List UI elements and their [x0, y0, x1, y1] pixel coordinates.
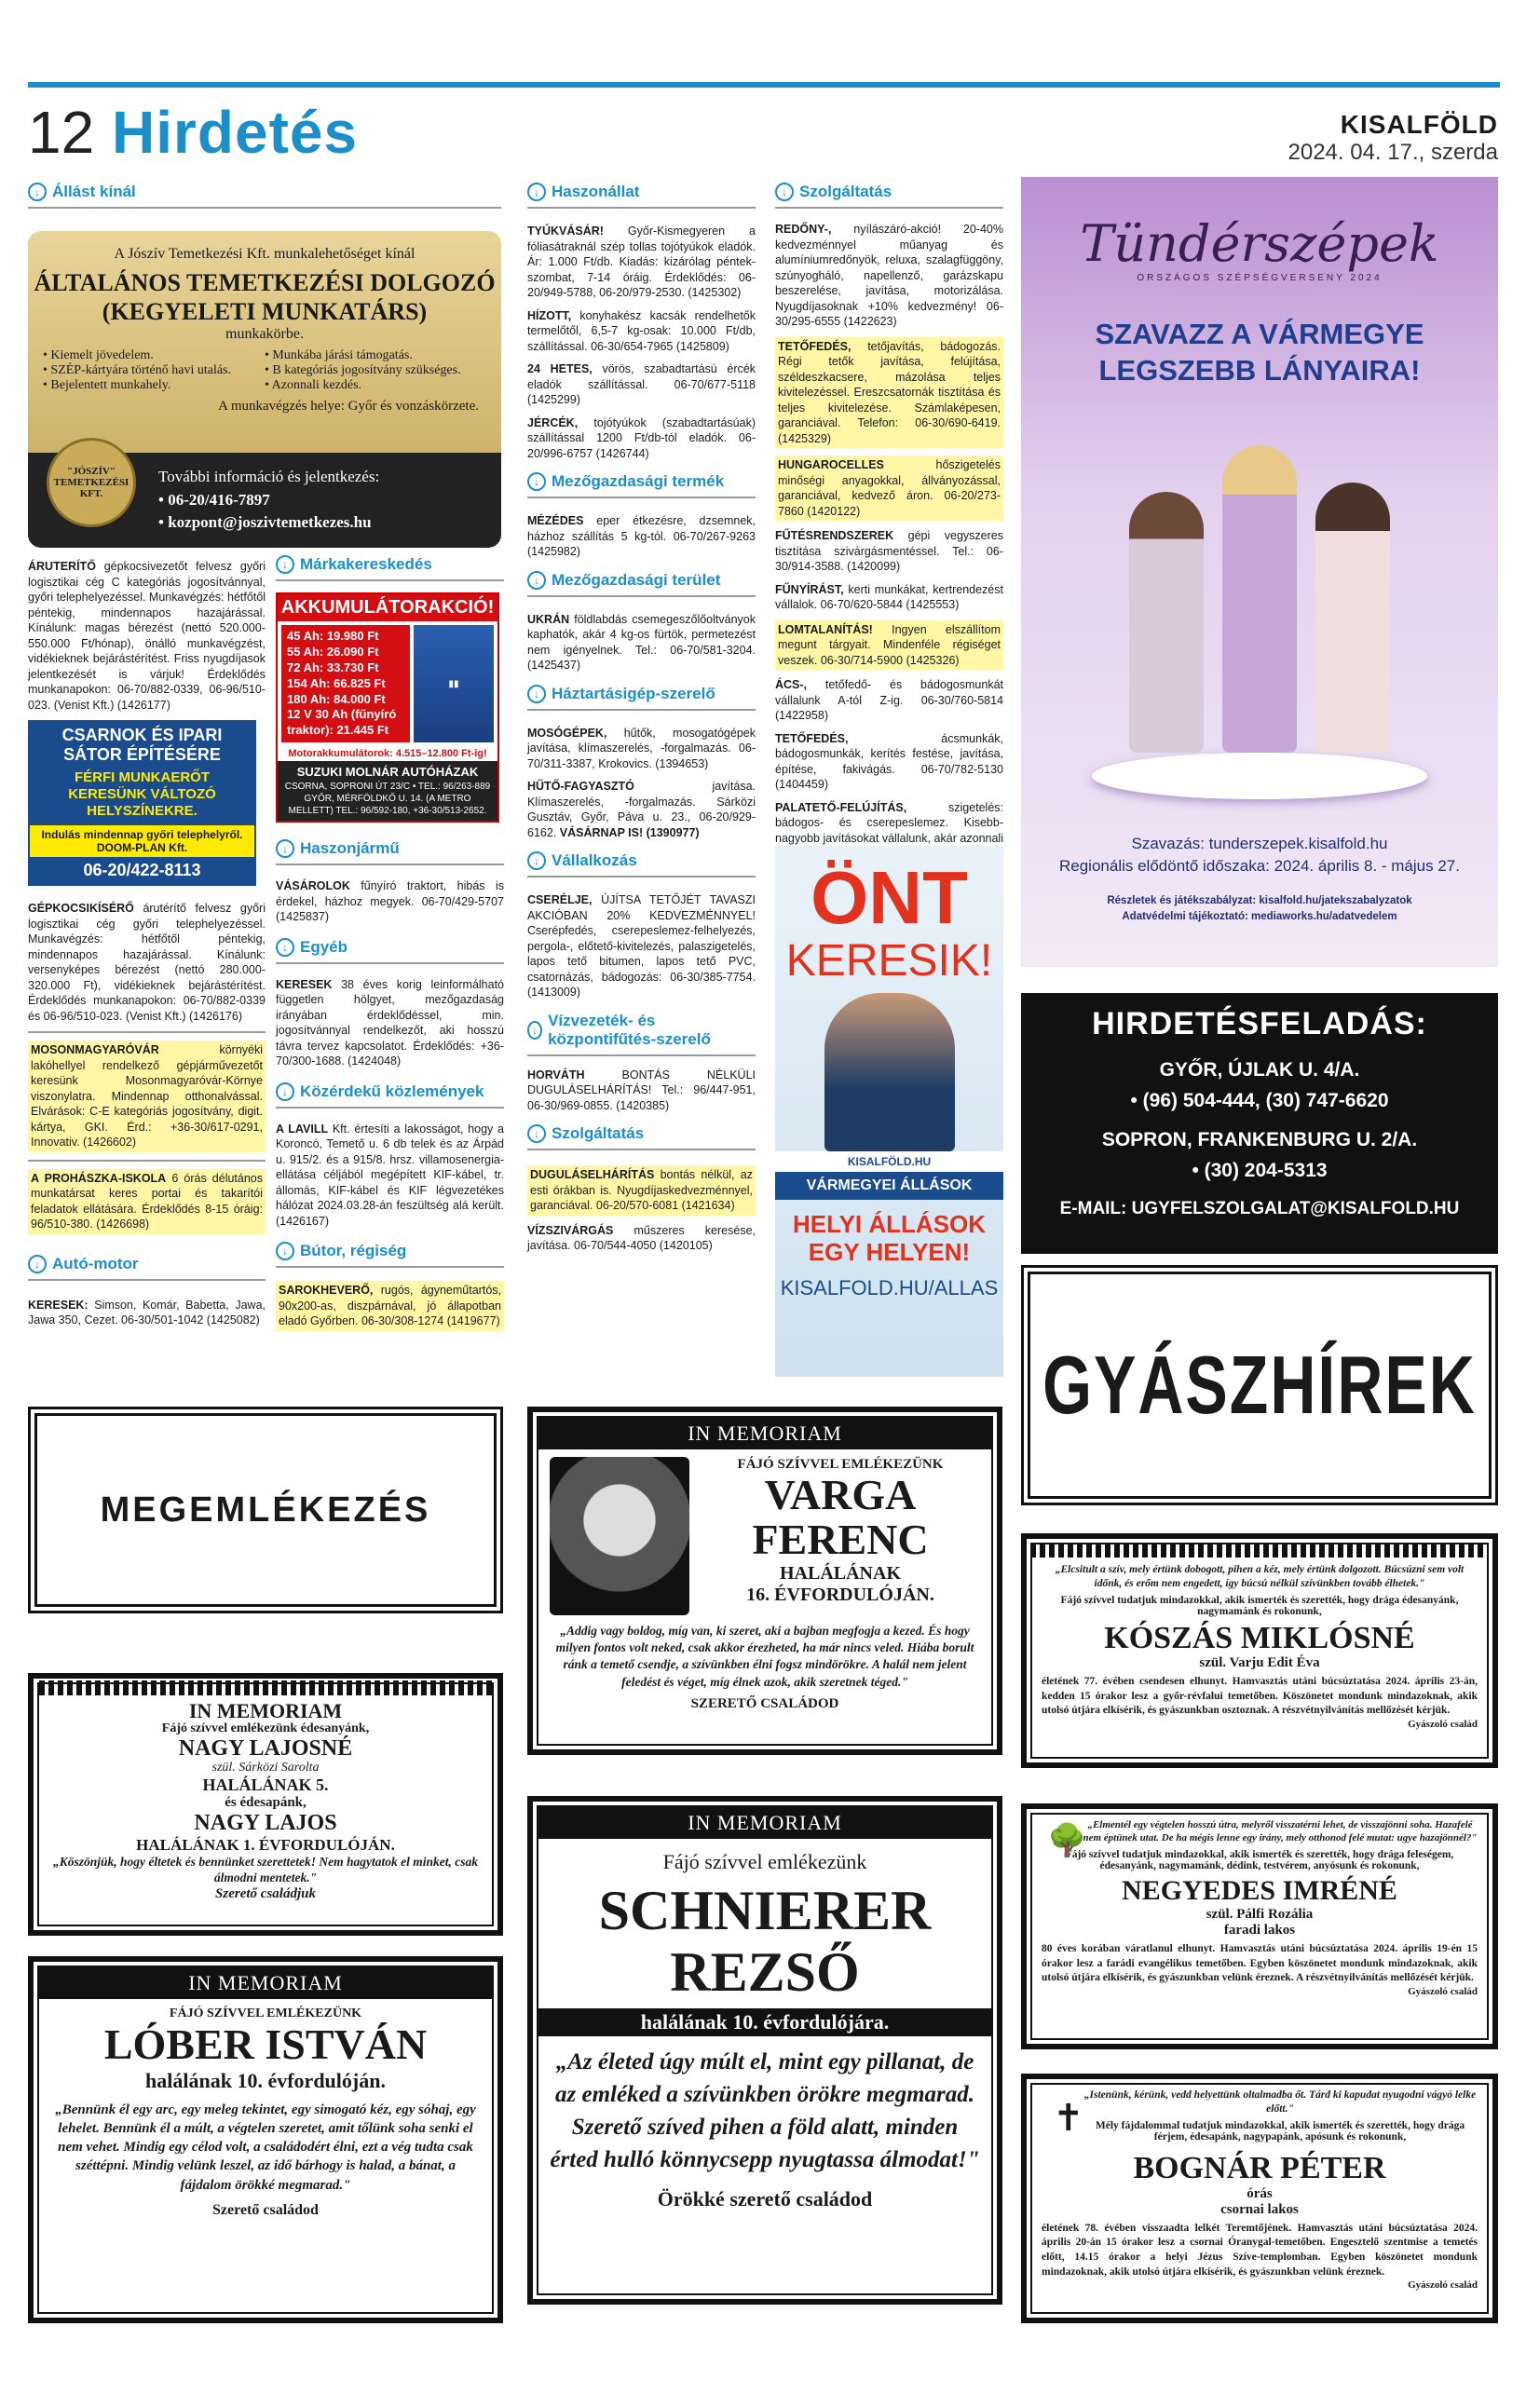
- ad-acs: ÁCS-, tetőfedő- és bádogosmunkát vállalunk A-tól Z-ig. 06-30/760-5814 (1422958): [775, 678, 1003, 722]
- obit-quote: „Bennünk él egy arc, egy meleg tekintet, egy simogató kéz, egy sóhaj, egy lehelet. Bennünk él a múlt, a végtelen szeretet, amit tőlünk soha senki el nem vehet. Mindig egy célod volt, a családodért élni, ezt a vég tudta csak széttépni. Mindig velünk leszel, az idő bárhogy is halad, a bánat, a fájdalom örökké megmarad.": [55, 2102, 476, 2193]
- csarnok-ad: [28, 720, 256, 886]
- arrow-down-icon: ↓: [527, 685, 546, 703]
- obit-quote: „Köszönjük, hogy éltetek és bennünket szerettetek! Nem hagytatok el minket, csak álmodni mentetek.": [53, 1854, 478, 1884]
- megemlekezes-header: [28, 1407, 503, 1613]
- tunderszepek-ad: [1021, 177, 1498, 967]
- obit-banner: IN MEMORIAM: [538, 1418, 991, 1449]
- ad-teto: TETŐFEDÉS, tetőjavítás, bádogozás. Régi tetők javítása, felújítása, széldeszkacsere, mázolása teljes kivitelezéssel. Ereszcsatornák tisztítása és teljes kivitelezése. Számlaképesen, garanciával. Telefon: 06-30/690-6419. (1425329): [775, 337, 1003, 449]
- obit-text: életének 78. évében visszaadta lelkét Teremtőjének. Hamvasztás utáni búcsúztatása 2024. április 20-án 15 órakor lesz a csornai Óranygal-temetőben. Engesztelő szentmise a temetés előtt, 14.15 órakor a helyi Jézus Szíve-templomban. Egyben köszönetet mondunk mindazoknak, akik utolsó útjára elkísérik, és gyászunkban velünk éreznek.: [1042, 2222, 1478, 2278]
- obit-line: 16. ÉVFORDULÓJÁN.: [746, 1584, 934, 1605]
- jozsiv-line1: A Jószív Temetkezési Kft. munkalehetőséget kínál: [114, 246, 416, 262]
- benefit: • Munkába járási támogatás.: [265, 348, 413, 363]
- ad-gepkocsi: GÉPKOCSIKÍSÉRŐ árutérítő felvesz győri logisztikai cég győri telephelyezéssel. Munkavégzés: hétfőtől péntekig, mindennapos hazajárással. Kínálunk: versenyképes bérezést (nettó 280.000-320.000 Ft), vidékieknek bejárástérítést. Érdeklődés munkanapokon: 06-70/882-0339 és 06-96/510-023. (Venist Kft.) (1426176): [28, 902, 266, 1023]
- benefit: • Azonnali kezdés.: [265, 378, 362, 393]
- ad-dugulas: DUGULÁSELHÁRÍTÁS bontás nélkül, az esti órákban is. Nyugdíjaskedvezménnyel, garanciával. 06-20/570-6081 (1421634): [527, 1165, 756, 1216]
- obit-name: KÓSZÁS MIKLÓSNÉ: [1104, 1620, 1415, 1655]
- jozsiv-contact: [158, 466, 379, 535]
- person-icon: [1222, 445, 1297, 753]
- obit-intro: Fájó szívvel tudatjuk mindazokkal, akik ismerték és szerették, hogy drága feleségem, édesanyánk, nagymamánk, dédink, testvérem, anyósunk és rokonunk,: [1065, 1848, 1454, 1871]
- obit-line: HALÁLÁNAK 1. ÉVFORDULÓJÁN.: [136, 1835, 395, 1854]
- obit-quote: „Addig vagy boldog, míg van, ki szeret, aki a bajban megfogja a kezed. És hogy milyen fontos volt neked, csak akkor érezheted, ha már nincs veled. Hiába borult ránk a temető csendje, a szívünkben élni fogsz mindörökre. A halál nem jelent feledést és véget, míg élnek azok, akik szeretnek téged.": [555, 1624, 974, 1689]
- ad-ukran: UKRÁN földlabdás csemegeszőlőoltványok kaphatók, akár 4 kg-os fürtök, permetezést nem igényelnek. Tel.: 06-70/581-3204. (1425437): [527, 612, 756, 672]
- obit-banner: IN MEMORIAM: [538, 1807, 991, 1839]
- ont-c: VÁRMEGYEI ÁLLÁSOK: [775, 1172, 1003, 1200]
- ad-palat: PALATETŐ-FELÚJÍTÁS, szigetelés: bádogos- és cserepeslemez. Kisebb-nagyobb javításokat vállalunk, akár azonnali: [775, 800, 1003, 845]
- ont-e: KISALFOLD.HU/ALLAS: [780, 1275, 999, 1299]
- arrow-down-icon: ↓: [276, 938, 294, 957]
- obit-banner: IN MEMORIAM: [188, 1699, 343, 1722]
- category-haszon: ↓ Haszonjármű: [276, 836, 504, 865]
- akku-ad: [276, 592, 499, 823]
- arrow-down-icon: ↓: [276, 555, 294, 574]
- obit-signature: SZERETŐ CSALÁDOD: [690, 1695, 839, 1711]
- ad-aruterito: ÁRUTERÍTŐ gépkocsivezetőt felvesz győri logisztikai cég C kategóriás jogosítvánnyal, győri telephelyezéssel. Munkavégzés: hétfőtől péntekig, mindennapos hazajárással. Kínálunk: magas bérezést (nettó 520.000-550.000 Ft/hónap), önálló munkavégzést, vidékieknek bejárástérítést. Friss nyugdíjasok jelentkezését is várjuk! Érdeklődés munkanapokon: 06-70/882-0339, 06-96/510-023. (Venist Kft.) (1426177): [28, 560, 266, 712]
- obit-banner: IN MEMORIAM: [39, 1967, 492, 1999]
- category-haztartas: ↓ Háztartásigép-szerelő: [527, 681, 756, 711]
- obit-szul: szül. Sárközi Sarolta: [211, 1761, 320, 1775]
- ornament-border: [39, 1680, 492, 1695]
- obit-text: életének 77. évében csendesen elhunyt. Hamvasztás utáni búcsúztatása 2024. április 23-án, kedden 15 órakor lesz a győr-révfalui temetőben. Köszönetet mondunk mindazoknak, akik utolsó útjára elkísérik, és gyászunkban osztoznak. A részvétnyilvánítás mellőzését kérjük.: [1042, 1676, 1478, 1717]
- ad-moso: MOSÓGÉPEK, hűtők, mosogatógépek javítása, klímaszerelés, -forgalmazás. 06-70/311-3387, Krokovics. (1394653): [527, 726, 756, 770]
- jozsiv-email: • kozpont@joszivtemetkezes.hu: [158, 513, 372, 532]
- ad-futes: FŰTÉSRENDSZEREK gépi vegyszeres tisztítása szivárgásmentéssel. Tel.: 06-30/914-3588. (1420099): [775, 529, 1003, 573]
- obit-bognar: [1021, 2074, 1498, 2323]
- category-viz: ↓ Vízvezeték- és központifűtés-szerelő: [527, 1008, 756, 1056]
- ad-jercek: JÉRCÉK, tojótyúkok (szabadtartásúak) szállítással 1200 Ft/db-tól eladók. 06-20/996-6757 (1426744): [527, 415, 756, 460]
- arrow-down-icon: ↓: [276, 1082, 294, 1101]
- obit-signature: Szerető családod: [212, 2201, 319, 2218]
- feladas-title: HIRDETÉSFELADÁS:: [1092, 1006, 1427, 1041]
- jozsiv-logo: "JÓSZÍV" TEMETKEZÉSI KFT.: [47, 438, 136, 527]
- tunder-headline: SZAVAZZ A VÁRMEGYE LEGSZEBB LÁNYAIRA!: [1095, 318, 1424, 387]
- obit-varga: [527, 1407, 1002, 1755]
- obit-signature: Gyászoló család: [1408, 1985, 1478, 1997]
- arrow-down-icon: ↓: [527, 851, 546, 870]
- ad-prohaszka: A PROHÁSZKA-ISKOLA 6 órás délutános munkatársat keres portai és takarítói feladatok ellátására. Érdeklődés 8-15 óráig: 96/510-380. (1426698): [28, 1169, 266, 1234]
- masthead: [1288, 110, 1499, 166]
- category-vallalkozas: ↓ Vállalkozás: [527, 848, 756, 877]
- column-4: [775, 179, 1003, 869]
- tunder-vote2: Regionális elődöntő időszaka: 2024. április 8. - május 27.: [1059, 857, 1460, 876]
- category-mezo-terulet: ↓ Mezőgazdasági terület: [527, 567, 756, 597]
- person-icon: [1129, 492, 1204, 753]
- obit-name: BOGNÁR PÉTER: [1133, 2150, 1386, 2185]
- obit-quote: „Elmentél egy végtelen hosszú útra, melyről visszatérni lehet, de visszajönni soha. Hazafelé nem éptünek utat. De ha mégis lenne egy irány, mely otthonod felé mutat: ugye hazajönnél?": [1083, 1819, 1478, 1844]
- ad-hungaro: HUNGAROCELLES hőszigetelés minőségi anyagokkal, állványozással, garanciával, kedvező áron. 06-20/273-7860 (1420122): [775, 456, 1003, 521]
- ad-cserelje: CSERÉLJE, ÚJÍTSA TETŐJÉT TAVASZI AKCIÓBAN 20% KEDVEZMÉNNYEL! Cserépfedés, cserepeslemez-felhelyezés, pergola-, előtető-kivitelezés, palaszigetelés, lapos tető bitumen, lapos tető PVC, csatornázás, bádogozás: 06-30/385-7754. (1413009): [527, 893, 756, 999]
- contestants-image: [1092, 417, 1427, 753]
- divider: [28, 1031, 266, 1033]
- ad-huto: HŰTŐ-FAGYASZTÓ javítása. Klímaszerelés, -forgalmazás. Sárközi Gusztáv, Győr, Páva u. 23., 06-20/929-6162. VÁSÁRNAP IS! (1390977): [527, 780, 756, 839]
- obit-signature: Gyászoló család: [1408, 1718, 1478, 1730]
- csarnok-a: CSARNOK ÉS IPARI SÁTOR ÉPÍTÉSÉRE: [30, 722, 254, 768]
- feladas-l2: • (96) 504-444, (30) 747-6620: [1130, 1089, 1389, 1111]
- arrow-down-icon: ↓: [527, 472, 546, 491]
- category-egyeb: ↓ Egyéb: [276, 934, 504, 964]
- column-1-lower: [28, 551, 266, 1336]
- arrow-down-icon: ↓: [276, 839, 294, 858]
- benefit: • B kategóriás jogosítvány szükséges.: [265, 363, 461, 378]
- obit-negyedes: [1021, 1803, 1498, 2049]
- tunder-small: [1021, 893, 1498, 926]
- column-2: [276, 551, 504, 1339]
- ont-d: HELYI ÁLLÁSOK EGY HELYEN!: [792, 1210, 987, 1266]
- ornament-border: [1030, 1543, 1489, 1558]
- issue-date: 2024. 04. 17., szerda: [1288, 140, 1498, 165]
- ad-tyuk: TYÚKVÁSÁR! Győr-Kismegyeren a fóliasátraknál szép tollas tojótyúkok eladók. Ár: 1.000 Ft/db. Kiadás: kizárólag péntek-szombat, 7-14 óráig. Érdeklődés: 06-20/949-5788, 06-20/979-2530. (1425302): [527, 224, 756, 299]
- category-automotor: ↓ Autó-motor: [28, 1251, 266, 1281]
- binoculars-man-icon: [824, 993, 955, 1151]
- stage: [1092, 753, 1427, 799]
- arrow-down-icon: ↓: [276, 1242, 294, 1260]
- ont-a: ÖNT: [811, 856, 968, 939]
- obit-name: LÓBER ISTVÁN: [103, 2020, 428, 2068]
- akku-moto: Motorakkumulátorok: 4.515–12.800 Ft-ig!: [288, 748, 487, 760]
- obit-line: órás: [1247, 2185, 1273, 2201]
- cross-icon: ✝: [1053, 2097, 1084, 2139]
- ad-vizszint: VÍZSZIVÁRGÁS műszeres keresése, javítása. 06-70/544-4050 (1420105): [527, 1223, 756, 1252]
- obit-signature: Örökké szerető családod: [657, 2187, 873, 2211]
- category-allast: ↓ Állást kínál: [28, 179, 501, 209]
- obit-quote: „Az életed úgy múlt el, mint egy pillanat, de az emléked a szívünkben örökre megmarad. Szerető szíved pihen a föld alatt, minden érted hulló könnycsepp nyugtassa álmodat!": [550, 2049, 980, 2172]
- obit-place: faradi lakos: [1223, 1923, 1296, 1939]
- page-number: 12: [28, 99, 95, 166]
- price-row: 180 Ah: 84.000 Ft: [287, 691, 386, 706]
- arrow-down-icon: ↓: [527, 1021, 542, 1040]
- csarnok-phone: 06-20/422-8113: [30, 857, 254, 884]
- feladas-l3: SOPRON, FRANKENBURG U. 2/A.: [1101, 1129, 1418, 1151]
- person-icon: [1315, 483, 1390, 753]
- obit-line: HALÁLÁNAK 5.: [202, 1775, 329, 1795]
- price-row: 12 V 30 Ah (fűnyíró traktor): 21.445 Ft: [287, 707, 397, 738]
- divider: [28, 1160, 266, 1162]
- ad-vasarolok: VÁSÁROLOK fűnyíró traktort, hibás is érdekel, házhoz megyek. 06-70/429-5707 (1425837): [276, 879, 504, 924]
- price-row: 72 Ah: 33.730 Ft: [287, 660, 379, 674]
- benefit: • Kiemelt jövedelem.: [43, 348, 154, 363]
- category-szolg: ↓ Szolgáltatás: [775, 179, 1003, 209]
- obit-schnierer: [527, 1796, 1002, 2305]
- obit-intro: Fájó szívvel emlékezünk: [662, 1850, 867, 1873]
- category-szolg2: ↓ Szolgáltatás: [527, 1121, 756, 1150]
- obit-nagy: [28, 1673, 503, 1936]
- ad-redony: REDŐNY-, nyílászáró-akció! 20-40% kedvezménnyel műanyag és alumíniumredőnyök, reluxa, szalagfüggöny, szúnyogháló, napellenző, garázskapu beszerelése, javítása, motorizálása. Nyugdíjasoknak +10% kedvezmény! 06-30/295-6555 (1422623): [775, 223, 1003, 328]
- feladas-l4: • (30) 204-5313: [1192, 1159, 1328, 1181]
- obit-name: FERENC: [752, 1516, 929, 1564]
- ad-keresek: KERESEK: Simson, Komár, Babetta, Jawa, Jawa 350, Cezet. 06-30/501-1042 (1425082): [28, 1298, 266, 1327]
- price-row: 45 Ah: 19.980 Ft: [287, 629, 379, 643]
- obit-koszas: [1021, 1533, 1498, 1768]
- category-mezo-termek: ↓ Mezőgazdasági termék: [527, 469, 756, 498]
- top-rule: [28, 82, 1500, 88]
- tunder-logo: Tündérszépek: [1080, 214, 1439, 273]
- jozsiv-benefits: [28, 343, 501, 399]
- jozsiv-line3: munkakörbe.: [225, 326, 304, 343]
- jozsiv-ad: [28, 231, 501, 548]
- akku-foot3: GYŐR, MÉRFÖLDKŐ U. 14. (A METRO MELLETT) TEL.: 96/592-180, +36-30/513-2652.: [288, 794, 487, 817]
- obit-line: HALÁLÁNAK: [779, 1562, 901, 1584]
- obit-name: REZSŐ: [670, 1941, 860, 2003]
- portrait-photo: [550, 1457, 689, 1615]
- jozsiv-headline: ÁLTALÁNOS TEMETKEZÉSI DOLGOZÓ (KEGYELETI MUNKATÁRS): [34, 269, 496, 326]
- benefit: • Bejelentett munkahely.: [43, 378, 171, 393]
- gyaszhirek-title: GYÁSZHÍREK: [1042, 1339, 1477, 1432]
- tunder-vote: [1021, 833, 1498, 878]
- ad-tetof2: TETŐFEDÉS, ácsmunkák, bádogosmunkák, kerítés festése, javítása, építése, fakivágás. 06-70/782-5130 (1404459): [775, 731, 1003, 791]
- tunder-small1: Részletek és játékszabályzat: kisalfold.hu/jatekszabalyzatok: [1107, 894, 1412, 906]
- obit-intro: Fájó szívvel emlékezünk édesanyánk,: [161, 1721, 370, 1735]
- obit-name: NEGYEDES IMRÉNÉ: [1122, 1874, 1397, 1906]
- jozsiv-location: A munkavégzés helye: Győr és vonzáskörzete.: [218, 399, 479, 415]
- price-row: 154 Ah: 66.825 Ft: [287, 675, 386, 690]
- obit-signature: Gyászoló család: [1408, 2279, 1478, 2292]
- ad-lomt: LOMTALANÍTÁS! Ingyen elszállítom megunt tárgyait. Mindenféle régiséget veszek. 06-30/714-5900 (1425326): [775, 620, 1003, 671]
- obit-name: NAGY LAJOS: [194, 1811, 337, 1836]
- gyaszhirek-header: [1021, 1265, 1498, 1505]
- obit-quote: „Elcsitult a szív, mely értünk dobogott, pihen a kéz, mely értünk dolgozott. Búcsúzni sem volt időnk, és erőm nem engedett, így búcsú nélkül szívünkben tovább élhetek.": [1055, 1564, 1465, 1589]
- arrow-down-icon: ↓: [527, 1124, 546, 1143]
- obit-szul: szül. Varju Edit Éva: [1199, 1655, 1320, 1671]
- category-butor: ↓ Bútor, régiség: [276, 1238, 504, 1268]
- akku-footer: [278, 761, 497, 821]
- tree-icon: 🌳: [1047, 1824, 1087, 1858]
- arrow-down-icon: ↓: [527, 183, 546, 201]
- obit-intro: FÁJÓ SZÍVVEL EMLÉKEZÜNK: [169, 2007, 362, 2020]
- ad-keresek2: KERESEK 38 éves korig leinformálható független hölgyet, mezőgazdaság irányában érdeklődéssel, min. jogosítvánnyal rendelkezőt, aki hosszú távra tervez kapcsolatot. Érdeklődés: +36-70/300-1688. (1424048): [276, 977, 504, 1068]
- ad-hizott: HÍZOTT, konyhakész kacsák rendelhetők termelőtől, 6,5-7 kg-osak: 10.000 Ft/db, szállítással. 06-30/654-7965 (1425809): [527, 308, 756, 353]
- jozsiv-more: További információ és jelentkezés:: [158, 468, 380, 485]
- tunder-vote1: Szavazás: tunderszepek.kisalfold.hu: [1131, 834, 1388, 852]
- megemlekezes-title: MEGEMLÉKEZÉS: [100, 1490, 431, 1530]
- obit-line: csornai lakos: [1220, 2201, 1299, 2217]
- obit-intro: FÁJÓ SZÍVVEL EMLÉKEZÜNK: [737, 1457, 944, 1472]
- column-3: [527, 179, 756, 1261]
- ad-24: 24 HETES, vörös, szabadtartású ércék eladók szállítással. 06-70/677-5118 (1425299): [527, 362, 756, 406]
- category-haszonallat: ↓ Haszonállat: [527, 179, 756, 209]
- ad-funyir: FŰNYÍRÁST, kerti munkákat, kertrendezést vállalok. 06-70/620-5844 (1425553): [775, 582, 1003, 611]
- tunder-sub: ORSZÁGOS SZÉPSÉGVERSENY 2024: [1137, 273, 1383, 283]
- obit-line: és édesapánk,: [225, 1795, 307, 1811]
- obit-text: 80 éves korában váratlanul elhunyt. Hamvasztás utáni búcsúztatása 2024. április 19-én 15 órakor lesz a farádi evangélikus temetőben. Egyben köszönetet mondunk mindazoknak, akik utolsó útjára elkísérik, és gyászunkban velünk éreznek. A részvétnyilvánítás mellőzését kérjük.: [1042, 1943, 1478, 1984]
- tunder-small2: Adatvédelmi tájékoztató: mediaworks.hu/adatvedelem: [1122, 911, 1397, 923]
- akku-foot1: SUZUKI MOLNÁR AUTÓHÁZAK: [296, 765, 479, 780]
- arrow-down-icon: ↓: [775, 183, 794, 201]
- obit-line: halálának 10. évfordulóján.: [145, 2068, 386, 2092]
- ad-mezedes: MÉZÉDES eper étkezésre, dzsemnek, házhoz szállítás 5 kg-tól. 06-70/267-9263 (1425982): [527, 514, 756, 558]
- obit-intro: Mély fájdalommal tudatjuk mindazokkal, akik ismerték és szerették, hogy drága férjem, édesapánk, nagypapánk, apósunk és rokonunk,: [1095, 2119, 1465, 2143]
- obit-szul: szül. Pálfi Rozália: [1206, 1907, 1314, 1923]
- feladas-l1: GYŐR, ÚJLAK U. 4/A.: [1159, 1059, 1360, 1081]
- obit-intro: Fájó szívvel tudatjuk mindazokkal, akik ismerték és szerették, hogy drága édesanyánk, nagymamánk és rokonunk,: [1060, 1594, 1459, 1617]
- category-marka: ↓ Márkakereskedés: [276, 551, 504, 581]
- feladas-email: E-MAIL: UGYFELSZOLGALAT@KISALFOLD.HU: [1059, 1199, 1460, 1219]
- ad-moson: MOSONMAGYARÓVÁR környéki lakóhellyel rendelkező gépjárművezetőt keresünk Mosonmagyaróvár-Környe viszonylatra. Mindennap otthonalvással. Elvárások: C-E kategóriás jogosítvány, digit. kártya, GKI. Érd.: +36-30/617-0291, Innovativ. (1426602): [28, 1041, 266, 1152]
- hirdetesfeladas-box: [1021, 993, 1498, 1254]
- obit-quote: „Istenünk, kérünk, vedd helyettünk oltalmadba őt. Tárd ki kapudat nyugodni vágyó lelke előtt.": [1083, 2089, 1477, 2115]
- category-kozerdeku: ↓ Közérdekű közlemények: [276, 1079, 504, 1109]
- akku-title: AKKUMULÁTORAKCIÓ!: [278, 594, 497, 621]
- battery-icon: ▮▮: [414, 625, 494, 742]
- price-row: 55 Ah: 26.090 Ft: [287, 644, 379, 659]
- brand-name: KISALFÖLD: [1340, 110, 1498, 139]
- ont-keresik-ad: [775, 846, 1003, 1377]
- obit-name: NAGY LAJOSNÉ: [178, 1736, 353, 1761]
- obit-signature: Szerető családjuk: [215, 1885, 316, 1901]
- ad-horvath: HORVÁTH BONTÁS NÉLKÜLI DUGULÁSELHÁRÍTÁS! Tel.: 96/447-951, 06-30/969-0855. (1420385): [527, 1068, 756, 1112]
- ad-lavill: A LAVILL Kft. értesíti a lakosságot, hogy a Koroncó, Temető u. 6 db telek és az Árpád u. 915/2. és a 915/8. hrsz. villamosenergia-ellátása céljából megépített KIF-kábel, tr. állomás, KIF-kábel és KIF légvezetékes hálózat 2024.03.28-án feszültség alá került. (1426167): [276, 1122, 504, 1228]
- obit-line: halálának 10. évfordulójára.: [538, 2008, 991, 2036]
- jozsiv-phone: • 06-20/416-7897: [158, 490, 270, 509]
- benefit: • SZÉP-kártyára történő havi utalás.: [43, 363, 232, 378]
- csarnok-b: FÉRFI MUNKAERŐT KERESÜNK VÁLTOZÓ HELYSZÍNEKRE.: [30, 768, 254, 825]
- arrow-down-icon: ↓: [28, 1255, 47, 1273]
- column-1: [28, 179, 501, 209]
- arrow-down-icon: ↓: [28, 183, 47, 201]
- ont-b: KERESIK!: [785, 936, 993, 986]
- akku-prices: [281, 625, 410, 742]
- ont-brand: KISALFÖLD.HU: [775, 1151, 1003, 1172]
- csarnok-c: Indulás mindennap győri telephelyről. DOOM-PLAN Kft.: [30, 825, 254, 857]
- akku-foot2: CSORNA, SOPRONI ÚT 23/C • TEL.: 96/263-889: [284, 782, 491, 793]
- obit-name: VARGA: [764, 1471, 917, 1518]
- obit-lober: [28, 1956, 503, 2323]
- obit-name: SCHNIERER: [598, 1880, 932, 1941]
- arrow-down-icon: ↓: [527, 571, 546, 590]
- akku-body: [278, 621, 497, 746]
- section-title: Hirdetés: [112, 99, 359, 166]
- ad-sarok: SAROKHEVERŐ, rugós, ágyneműtartós, 90x200-as, diszpárnával, jó állapotban eladó Győrben. 06-30/308-1274 (1419677): [276, 1281, 504, 1331]
